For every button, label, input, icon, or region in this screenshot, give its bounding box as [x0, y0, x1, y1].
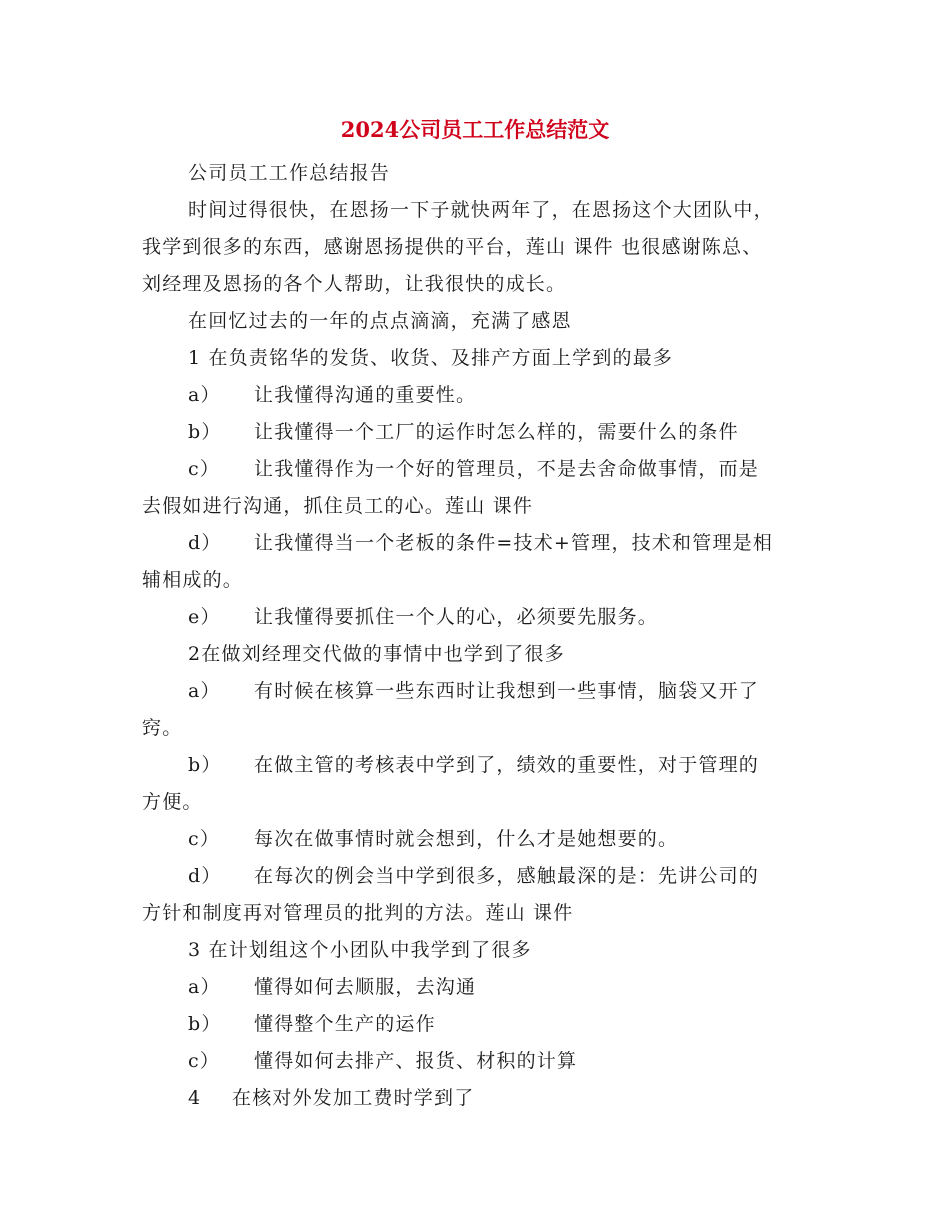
list-marker: a）: [188, 976, 221, 998]
list-continuation: 辅相成的。: [142, 569, 244, 591]
list-text: 懂得如何去顺服，去沟通: [254, 976, 477, 998]
list-continuation: 方便。: [142, 791, 203, 813]
intro-line-2: 我学到很多的东西，感谢恩扬提供的平台，莲山 课件 也很感谢陈总、: [142, 236, 763, 258]
list-item: [188, 531, 773, 555]
document-title: 2024公司员工工作总结范文: [340, 117, 610, 142]
list-text: 让我懂得作为一个好的管理员，不是去舍命做事情，而是: [254, 458, 760, 480]
list-item: [188, 679, 759, 703]
list-marker: d）: [188, 865, 222, 887]
list-text: 让我懂得沟通的重要性。: [254, 384, 477, 406]
section-3-heading: 3 在计划组这个小团队中我学到了很多: [188, 939, 532, 961]
list-text: 在每次的例会当中学到很多，感触最深的是：先讲公司的: [254, 865, 760, 887]
list-item: [188, 975, 476, 999]
section-4-heading: [188, 1086, 474, 1110]
list-text: 在做主管的考核表中学到了，绩效的重要性，对于管理的: [254, 754, 760, 776]
list-continuation: 方针和制度再对管理员的批判的方法。莲山 课件: [142, 902, 574, 924]
list-marker: b）: [188, 754, 222, 776]
list-item: [188, 383, 476, 407]
list-marker: d）: [188, 532, 222, 554]
intro-line-1: 时间过得很快，在恩扬一下子就快两年了，在恩扬这个大团队中，: [188, 199, 774, 221]
list-marker: c）: [188, 458, 221, 480]
list-item: [188, 864, 759, 888]
list-item: [188, 420, 739, 444]
section-heading-text: 在核对外发加工费时学到了: [232, 1087, 475, 1109]
list-continuation: 窍。: [142, 717, 183, 739]
list-item: [188, 827, 678, 851]
report-subtitle: 公司员工工作总结报告: [188, 162, 391, 184]
list-text: 有时候在核算一些东西时让我想到一些事情，脑袋又开了: [254, 680, 760, 702]
list-text: 懂得整个生产的运作: [254, 1013, 436, 1035]
list-item: [188, 1012, 436, 1036]
list-text: 让我懂得当一个老板的条件=技术+管理，技术和管理是相: [254, 532, 774, 554]
list-text: 让我懂得一个工厂的运作时怎么样的，需要什么的条件: [254, 421, 739, 443]
list-marker: b）: [188, 421, 222, 443]
list-text: 让我懂得要抓住一个人的心，必须要先服务。: [254, 606, 659, 628]
list-text: 每次在做事情时就会想到，什么才是她想要的。: [254, 828, 679, 850]
list-marker: c）: [188, 1050, 221, 1072]
list-item: [188, 605, 658, 629]
list-item: [188, 457, 759, 481]
list-marker: a）: [188, 680, 221, 702]
list-marker: c）: [188, 828, 221, 850]
list-marker: a）: [188, 384, 221, 406]
section-1-heading: 1 在负责铭华的发货、收货、及排产方面上学到的最多: [188, 347, 674, 369]
list-item: [188, 753, 759, 777]
section-number: 4: [188, 1087, 202, 1109]
intro-line-3: 刘经理及恩扬的各个人帮助，让我很快的成长。: [142, 273, 567, 295]
recall-paragraph: 在回忆过去的一年的点点滴滴，充满了感恩: [188, 310, 572, 332]
list-marker: b）: [188, 1013, 222, 1035]
list-text: 懂得如何去排产、报货、材积的计算: [254, 1050, 578, 1072]
list-marker: e）: [188, 606, 221, 628]
list-continuation: 去假如进行沟通，抓住员工的心。莲山 课件: [142, 495, 534, 517]
list-item: [188, 1049, 577, 1073]
section-2-heading: 2在做刘经理交代做的事情中也学到了很多: [188, 643, 565, 665]
